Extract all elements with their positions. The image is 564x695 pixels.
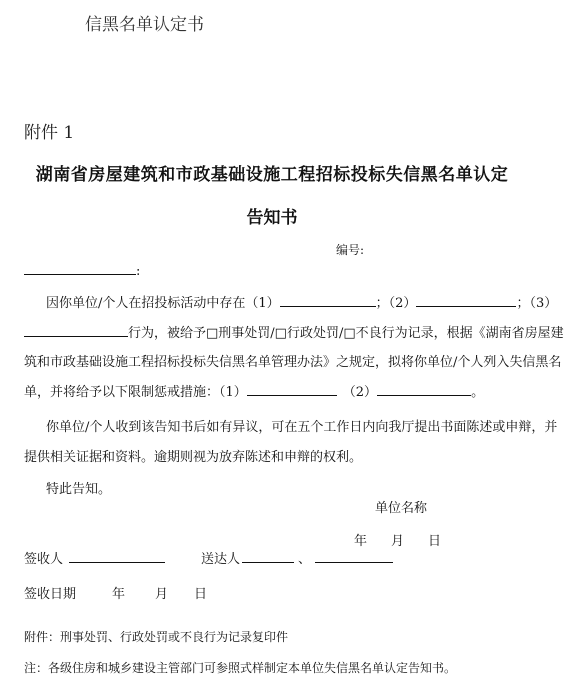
- receipt-month-label: 月: [155, 587, 169, 602]
- signer-label: 签收人: [24, 552, 64, 567]
- para1-text-d: 行为，被给予□刑事处罚/□行政处罚/□不良行为记录，根据《湖南省房屋建: [128, 326, 564, 341]
- para1-line1: [46, 292, 557, 311]
- para1-text-g: （2）: [342, 385, 378, 400]
- para1-line4: [24, 381, 484, 400]
- receipt-date-label: 签收日期: [24, 587, 77, 602]
- notice-sub-title: 告知书: [246, 208, 298, 228]
- annex-label: 附件 1: [24, 123, 75, 143]
- blank-item-2: [416, 294, 516, 307]
- para1-text-f: 单，并将给予以下限制惩戒措施：（1）: [24, 385, 247, 400]
- para1-text-a: 因你单位/个人在招投标活动中存在（1）: [46, 296, 280, 311]
- receipt-year-label: 年: [112, 587, 126, 602]
- addressee-line: [24, 262, 140, 279]
- sign-month-label: 月: [391, 534, 405, 549]
- doc-header-title: 信黑名单认定书: [85, 15, 204, 35]
- sign-year-label: 年: [354, 534, 368, 549]
- sender-blank-1: [242, 550, 294, 563]
- sender-blank-2: [315, 550, 393, 563]
- addressee-blank: [24, 262, 136, 275]
- para1-line3: 筑和市政基础设施工程招标投标失信黑名单管理办法》之规定，拟将你单位/个人列入失信黑名: [24, 355, 562, 370]
- para1-text-c: ；（3）: [516, 296, 558, 311]
- sender-label: 送达人: [201, 552, 241, 567]
- blank-measure-2: [377, 383, 471, 396]
- blank-measure-1: [247, 383, 337, 396]
- sender-separator: 、: [298, 552, 312, 567]
- para1-text-h: 。: [471, 385, 485, 400]
- receipt-date: [24, 583, 207, 602]
- receipt-day-label: 日: [194, 587, 208, 602]
- signer-blank: [69, 550, 165, 563]
- sign-day-label: 日: [428, 534, 442, 549]
- addressee-colon: :: [136, 264, 141, 279]
- para2-line2: 提供相关证据和资料。逾期则视为放弃陈述和申辩的权利。: [24, 450, 363, 465]
- attachment-note: 附件：刑事处罚、行政处罚或不良行为记录复印件: [24, 630, 289, 644]
- number-label: 编号:: [336, 243, 365, 257]
- para1-text-b: ；（2）: [375, 296, 417, 311]
- sign-date: [354, 530, 441, 549]
- footnote: 注：各级住房和城乡建设主管部门可参照式样制定本单位失信黑名单认定告知书。: [24, 661, 457, 675]
- para1-line2: [24, 322, 564, 341]
- blank-item-3: [24, 324, 128, 337]
- unit-name-label: 单位名称: [375, 501, 428, 516]
- closing-text: 特此告知。: [46, 482, 112, 497]
- blank-item-1: [280, 294, 376, 307]
- para2-line1: 你单位/个人收到该告知书后如有异议，可在五个工作日内向我厅提出书面陈述或申辩，并: [46, 420, 558, 435]
- receipt-line: [24, 548, 393, 567]
- notice-main-title: 湖南省房屋建筑和市政基础设施工程招标投标失信黑名单认定: [35, 165, 509, 185]
